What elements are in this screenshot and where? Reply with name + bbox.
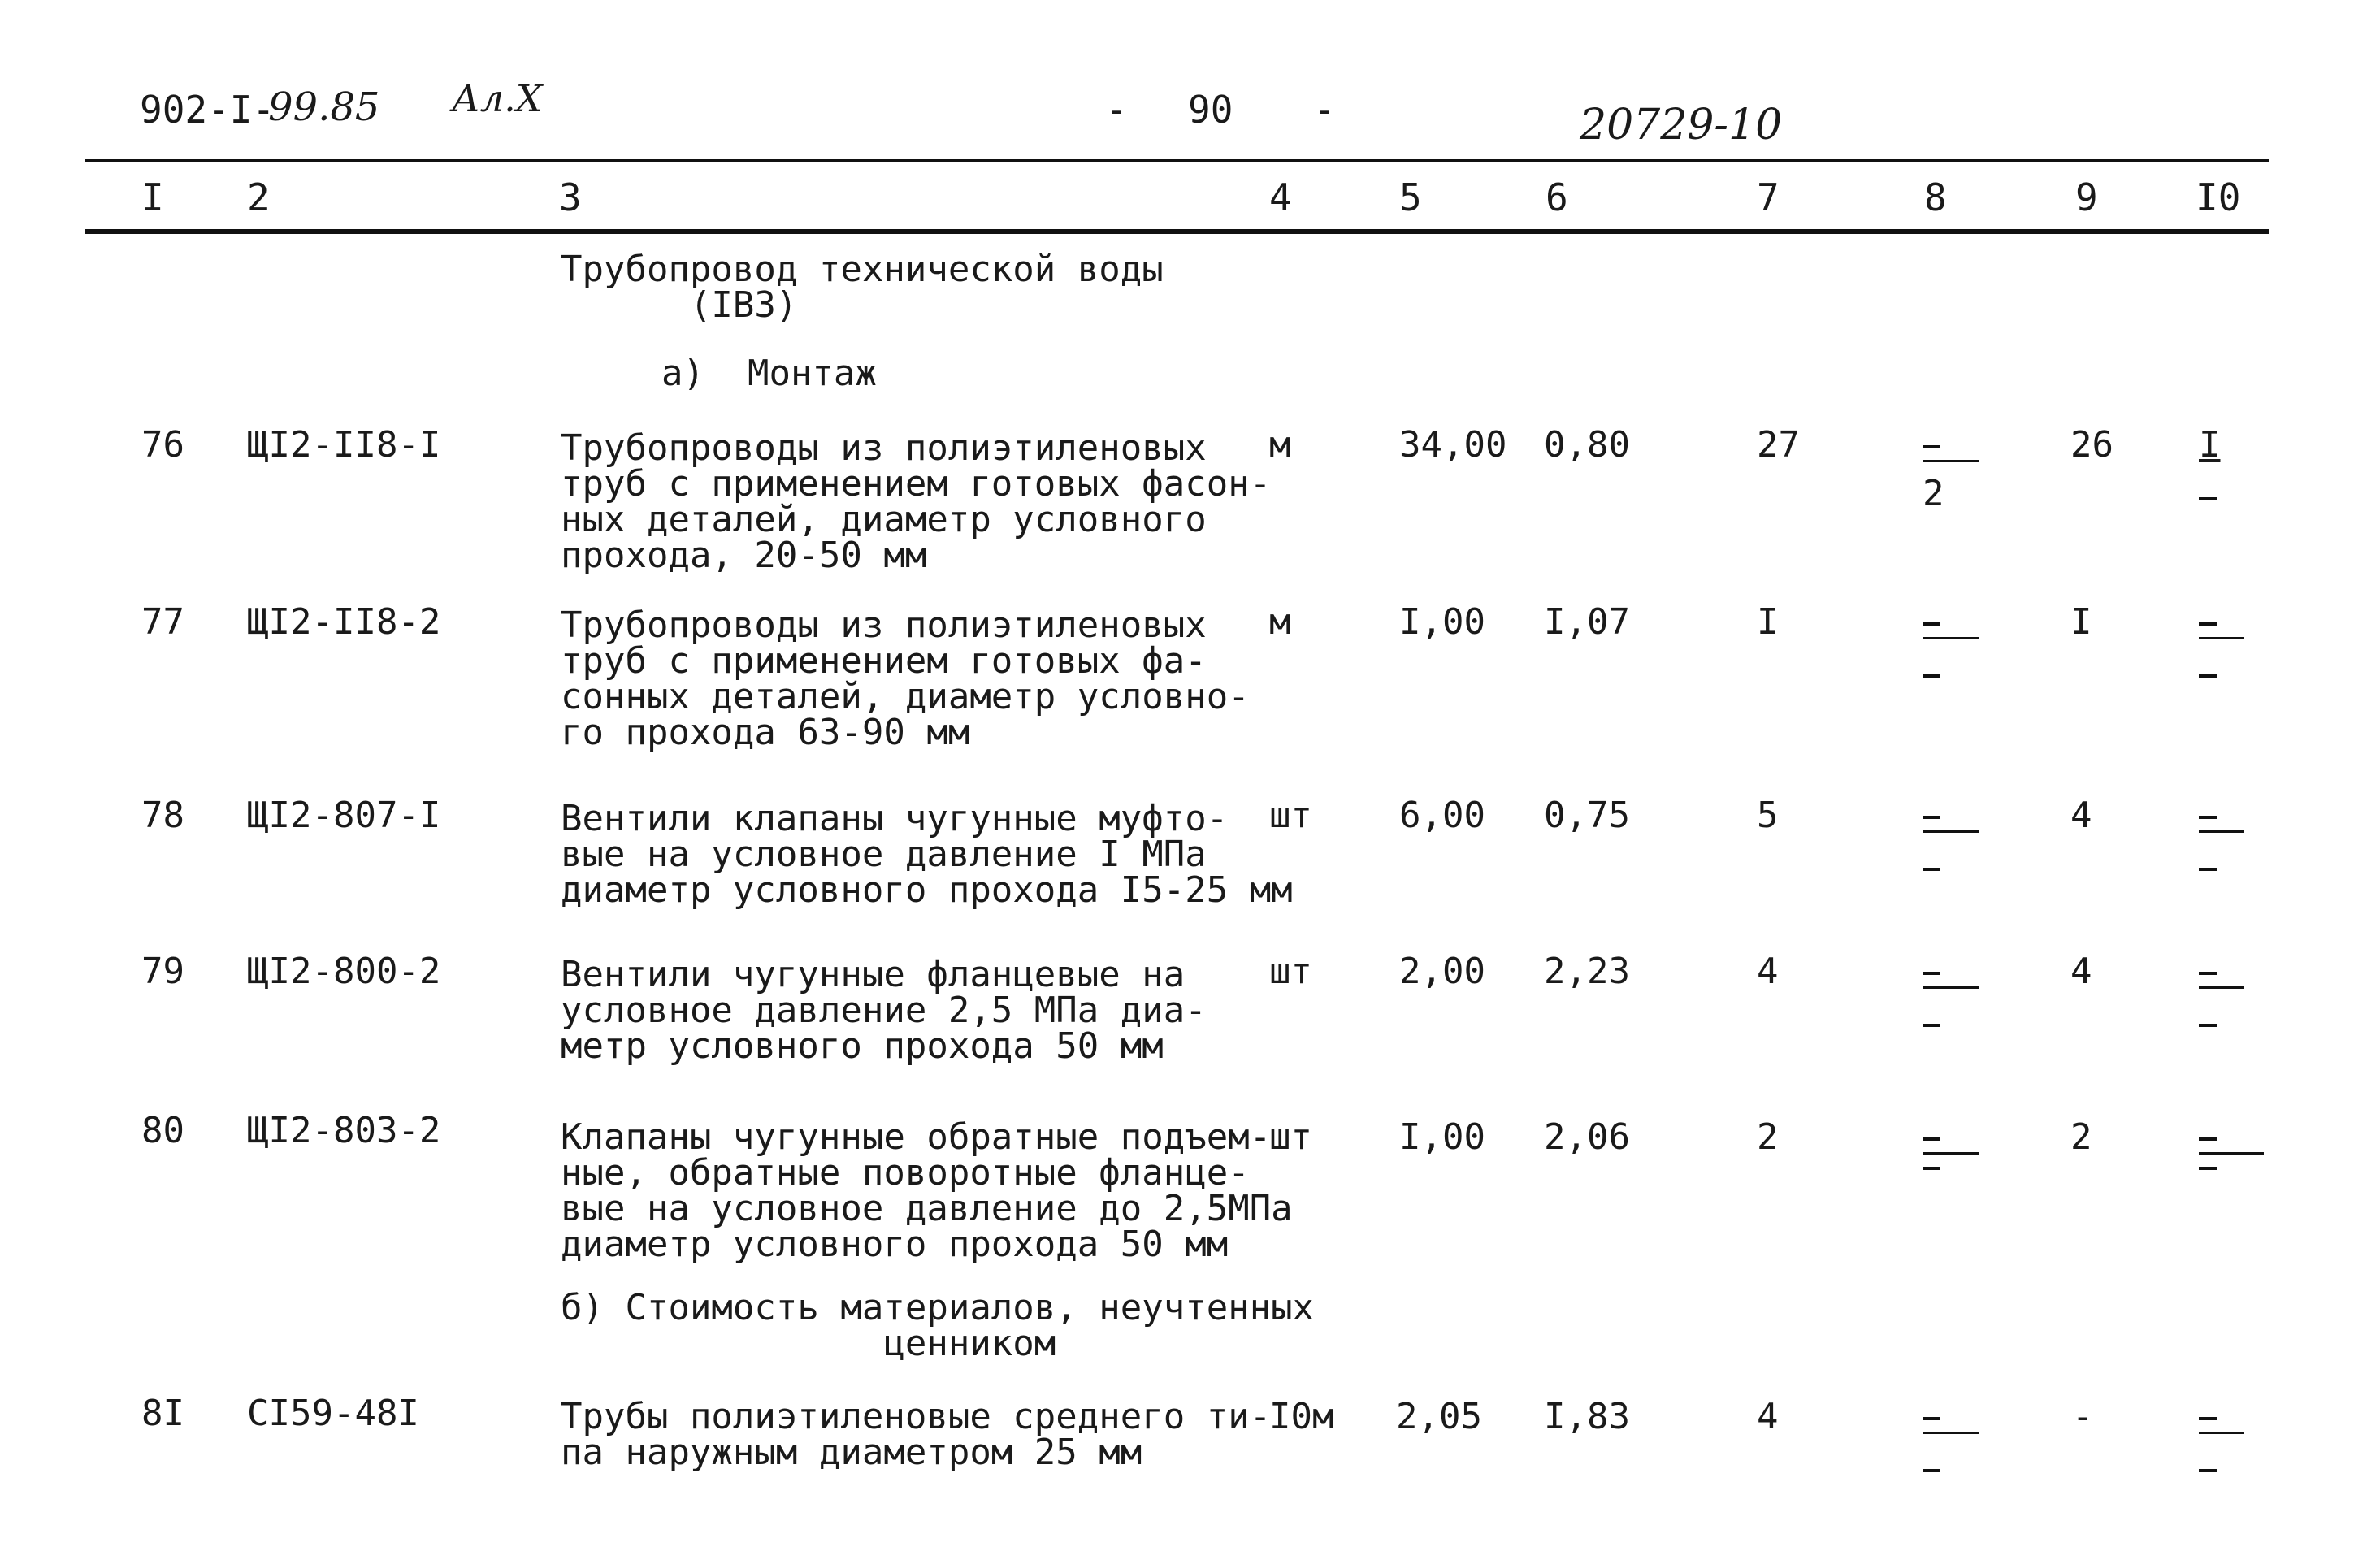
rate-code: ЩI2-800-2 bbox=[247, 951, 441, 992]
col8-lower-dash bbox=[1923, 674, 1940, 678]
col8-lower-dash bbox=[1923, 1167, 1940, 1170]
col9-value: 2 bbox=[2070, 1116, 2092, 1158]
col10-upper-dash bbox=[2199, 1137, 2217, 1141]
total-cost: 2 bbox=[1757, 1116, 1779, 1158]
rate-code: ЩI2-II8-I bbox=[247, 424, 441, 466]
col8-lower-dash bbox=[1923, 868, 1940, 871]
quantity: 34,00 bbox=[1399, 424, 1507, 466]
section-title: Трубопровод технической воды (IВ3) bbox=[561, 249, 1164, 326]
work-description: Вентили чугунные фланцевые на условное давление 2,5 МПа диа- метр условного прохода 50 мм bbox=[561, 954, 1207, 1067]
col10-lower-dash bbox=[2199, 868, 2217, 871]
col8-upper-dash bbox=[1923, 816, 1940, 819]
col8-fraction-bar bbox=[1923, 1432, 1979, 1434]
quantity: I,00 bbox=[1399, 601, 1485, 643]
row-number: 78 bbox=[141, 795, 184, 836]
work-description: Трубопроводы из полиэтиленовых труб с применением готовых фасон- ных деталей, диаметр условного прохода, 20-50 мм bbox=[561, 427, 1272, 576]
quantity: 6,00 bbox=[1399, 795, 1485, 836]
col8-upper-dash bbox=[1923, 1137, 1940, 1141]
column-header-6: 6 bbox=[1545, 175, 1568, 219]
unit-price: 0,80 bbox=[1544, 424, 1630, 466]
col10-upper-dash bbox=[2199, 622, 2217, 626]
col10-upper-dash bbox=[2199, 1417, 2217, 1420]
unit-price: 0,75 bbox=[1544, 795, 1630, 836]
page-dash-left: - bbox=[1105, 88, 1128, 132]
work-description: Вентили клапаны чугунные муфто- вые на условное давление I МПа диаметр условного прохода I5-25 мм bbox=[561, 798, 1293, 911]
col8-lower-value: 2 bbox=[1923, 473, 1944, 514]
col8-fraction-bar bbox=[1923, 637, 1979, 639]
quantity: 2,00 bbox=[1399, 951, 1485, 992]
unit: I0м bbox=[1269, 1396, 1334, 1437]
col8-fraction-bar bbox=[1923, 986, 1979, 989]
total-cost: I bbox=[1757, 601, 1779, 643]
col10-lower-dash bbox=[2199, 1167, 2217, 1170]
work-description: Клапаны чугунные обратные подъем- ные, обратные поворотные фланце- вые на условное давление до 2,5МПа диаметр условного прохода 50 мм bbox=[561, 1116, 1293, 1265]
unit: м bbox=[1269, 424, 1291, 466]
subsection-a-title: а) Монтаж bbox=[661, 353, 877, 394]
col10-upper-value: I bbox=[2199, 424, 2221, 466]
col9-value: 4 bbox=[2070, 795, 2092, 836]
column-header-3: 3 bbox=[559, 175, 582, 219]
quantity: I,00 bbox=[1399, 1116, 1485, 1158]
col9-value: - bbox=[2072, 1396, 2094, 1437]
col8-lower-dash bbox=[1923, 1024, 1940, 1027]
column-header-2: 2 bbox=[247, 175, 270, 219]
row-number: 76 bbox=[141, 424, 184, 466]
row-number: 79 bbox=[141, 951, 184, 992]
column-header-9: 9 bbox=[2075, 175, 2098, 219]
col10-lower-dash bbox=[2199, 1469, 2217, 1472]
column-header-7: 7 bbox=[1757, 175, 1780, 219]
rate-code: ЩI2-807-I bbox=[247, 795, 441, 836]
col8-lower-dash bbox=[1923, 1469, 1940, 1472]
total-cost: 27 bbox=[1757, 424, 1800, 466]
column-header-8: 8 bbox=[1924, 175, 1947, 219]
col9-value: I bbox=[2070, 601, 2092, 643]
col8-fraction-bar bbox=[1923, 830, 1979, 833]
col10-fraction-bar bbox=[2199, 637, 2244, 639]
top-rule bbox=[85, 159, 2269, 162]
col8-fraction-bar bbox=[1923, 460, 1979, 462]
unit-price: 2,06 bbox=[1544, 1116, 1630, 1158]
unit-price: 2,23 bbox=[1544, 951, 1630, 992]
unit: шт bbox=[1269, 951, 1312, 992]
column-header-4: 4 bbox=[1269, 175, 1292, 219]
column-header-10: I0 bbox=[2196, 175, 2241, 219]
col8-upper-dash bbox=[1923, 622, 1940, 626]
page-number: 90 bbox=[1188, 88, 1233, 132]
col10-upper-dash bbox=[2199, 816, 2217, 819]
col8-upper-dash bbox=[1923, 1417, 1940, 1420]
archive-number: 20729-10 bbox=[1580, 101, 1783, 149]
page-dash-right: - bbox=[1313, 88, 1336, 132]
rate-code: СI59-48I bbox=[247, 1393, 419, 1434]
total-cost: 4 bbox=[1757, 951, 1779, 992]
column-header-1: I bbox=[141, 175, 164, 219]
rate-code: ЩI2-II8-2 bbox=[247, 601, 441, 643]
document-code: 902-I- bbox=[140, 88, 275, 132]
album-mark: Ал.X bbox=[452, 76, 543, 120]
col10-fraction-bar bbox=[2199, 1152, 2264, 1155]
col9-value: 4 bbox=[2070, 951, 2092, 992]
col10-lower-dash bbox=[2199, 674, 2217, 678]
col8-upper-dash bbox=[1923, 972, 1940, 975]
col9-value: 26 bbox=[2070, 424, 2113, 466]
col10-fraction-bar bbox=[2199, 986, 2244, 989]
header-bottom-rule bbox=[85, 229, 2269, 234]
col10-lower-dash bbox=[2199, 1024, 2217, 1027]
unit: шт bbox=[1269, 1116, 1312, 1158]
rate-code: ЩI2-803-2 bbox=[247, 1110, 441, 1151]
col10-upper-dash bbox=[2199, 972, 2217, 975]
col10-lower-dash bbox=[2199, 497, 2217, 500]
subsection-b-title: б) Стоимость материалов, неучтенных ценником bbox=[561, 1287, 1315, 1364]
quantity: 2,05 bbox=[1396, 1396, 1482, 1437]
document-code-year: 99.85 bbox=[268, 84, 380, 130]
work-description: Трубопроводы из полиэтиленовых труб с применением готовых фа- сонных деталей, диаметр условно- го прохода 63-90 мм bbox=[561, 604, 1250, 753]
row-number: 8I bbox=[141, 1393, 184, 1434]
col8-fraction-bar bbox=[1923, 1152, 1979, 1155]
column-header-5: 5 bbox=[1399, 175, 1422, 219]
unit: м bbox=[1269, 601, 1291, 643]
unit-price: I,83 bbox=[1544, 1396, 1630, 1437]
unit: шт bbox=[1269, 795, 1312, 836]
total-cost: 5 bbox=[1757, 795, 1779, 836]
col10-fraction-bar bbox=[2199, 1432, 2244, 1434]
col8-upper-dash bbox=[1923, 445, 1940, 448]
unit-price: I,07 bbox=[1544, 601, 1630, 643]
work-description: Трубы полиэтиленовые среднего ти- па наружным диаметром 25 мм bbox=[561, 1396, 1272, 1473]
row-number: 77 bbox=[141, 601, 184, 643]
row-number: 80 bbox=[141, 1110, 184, 1151]
col10-fraction-bar bbox=[2199, 830, 2244, 833]
total-cost: 4 bbox=[1757, 1396, 1779, 1437]
